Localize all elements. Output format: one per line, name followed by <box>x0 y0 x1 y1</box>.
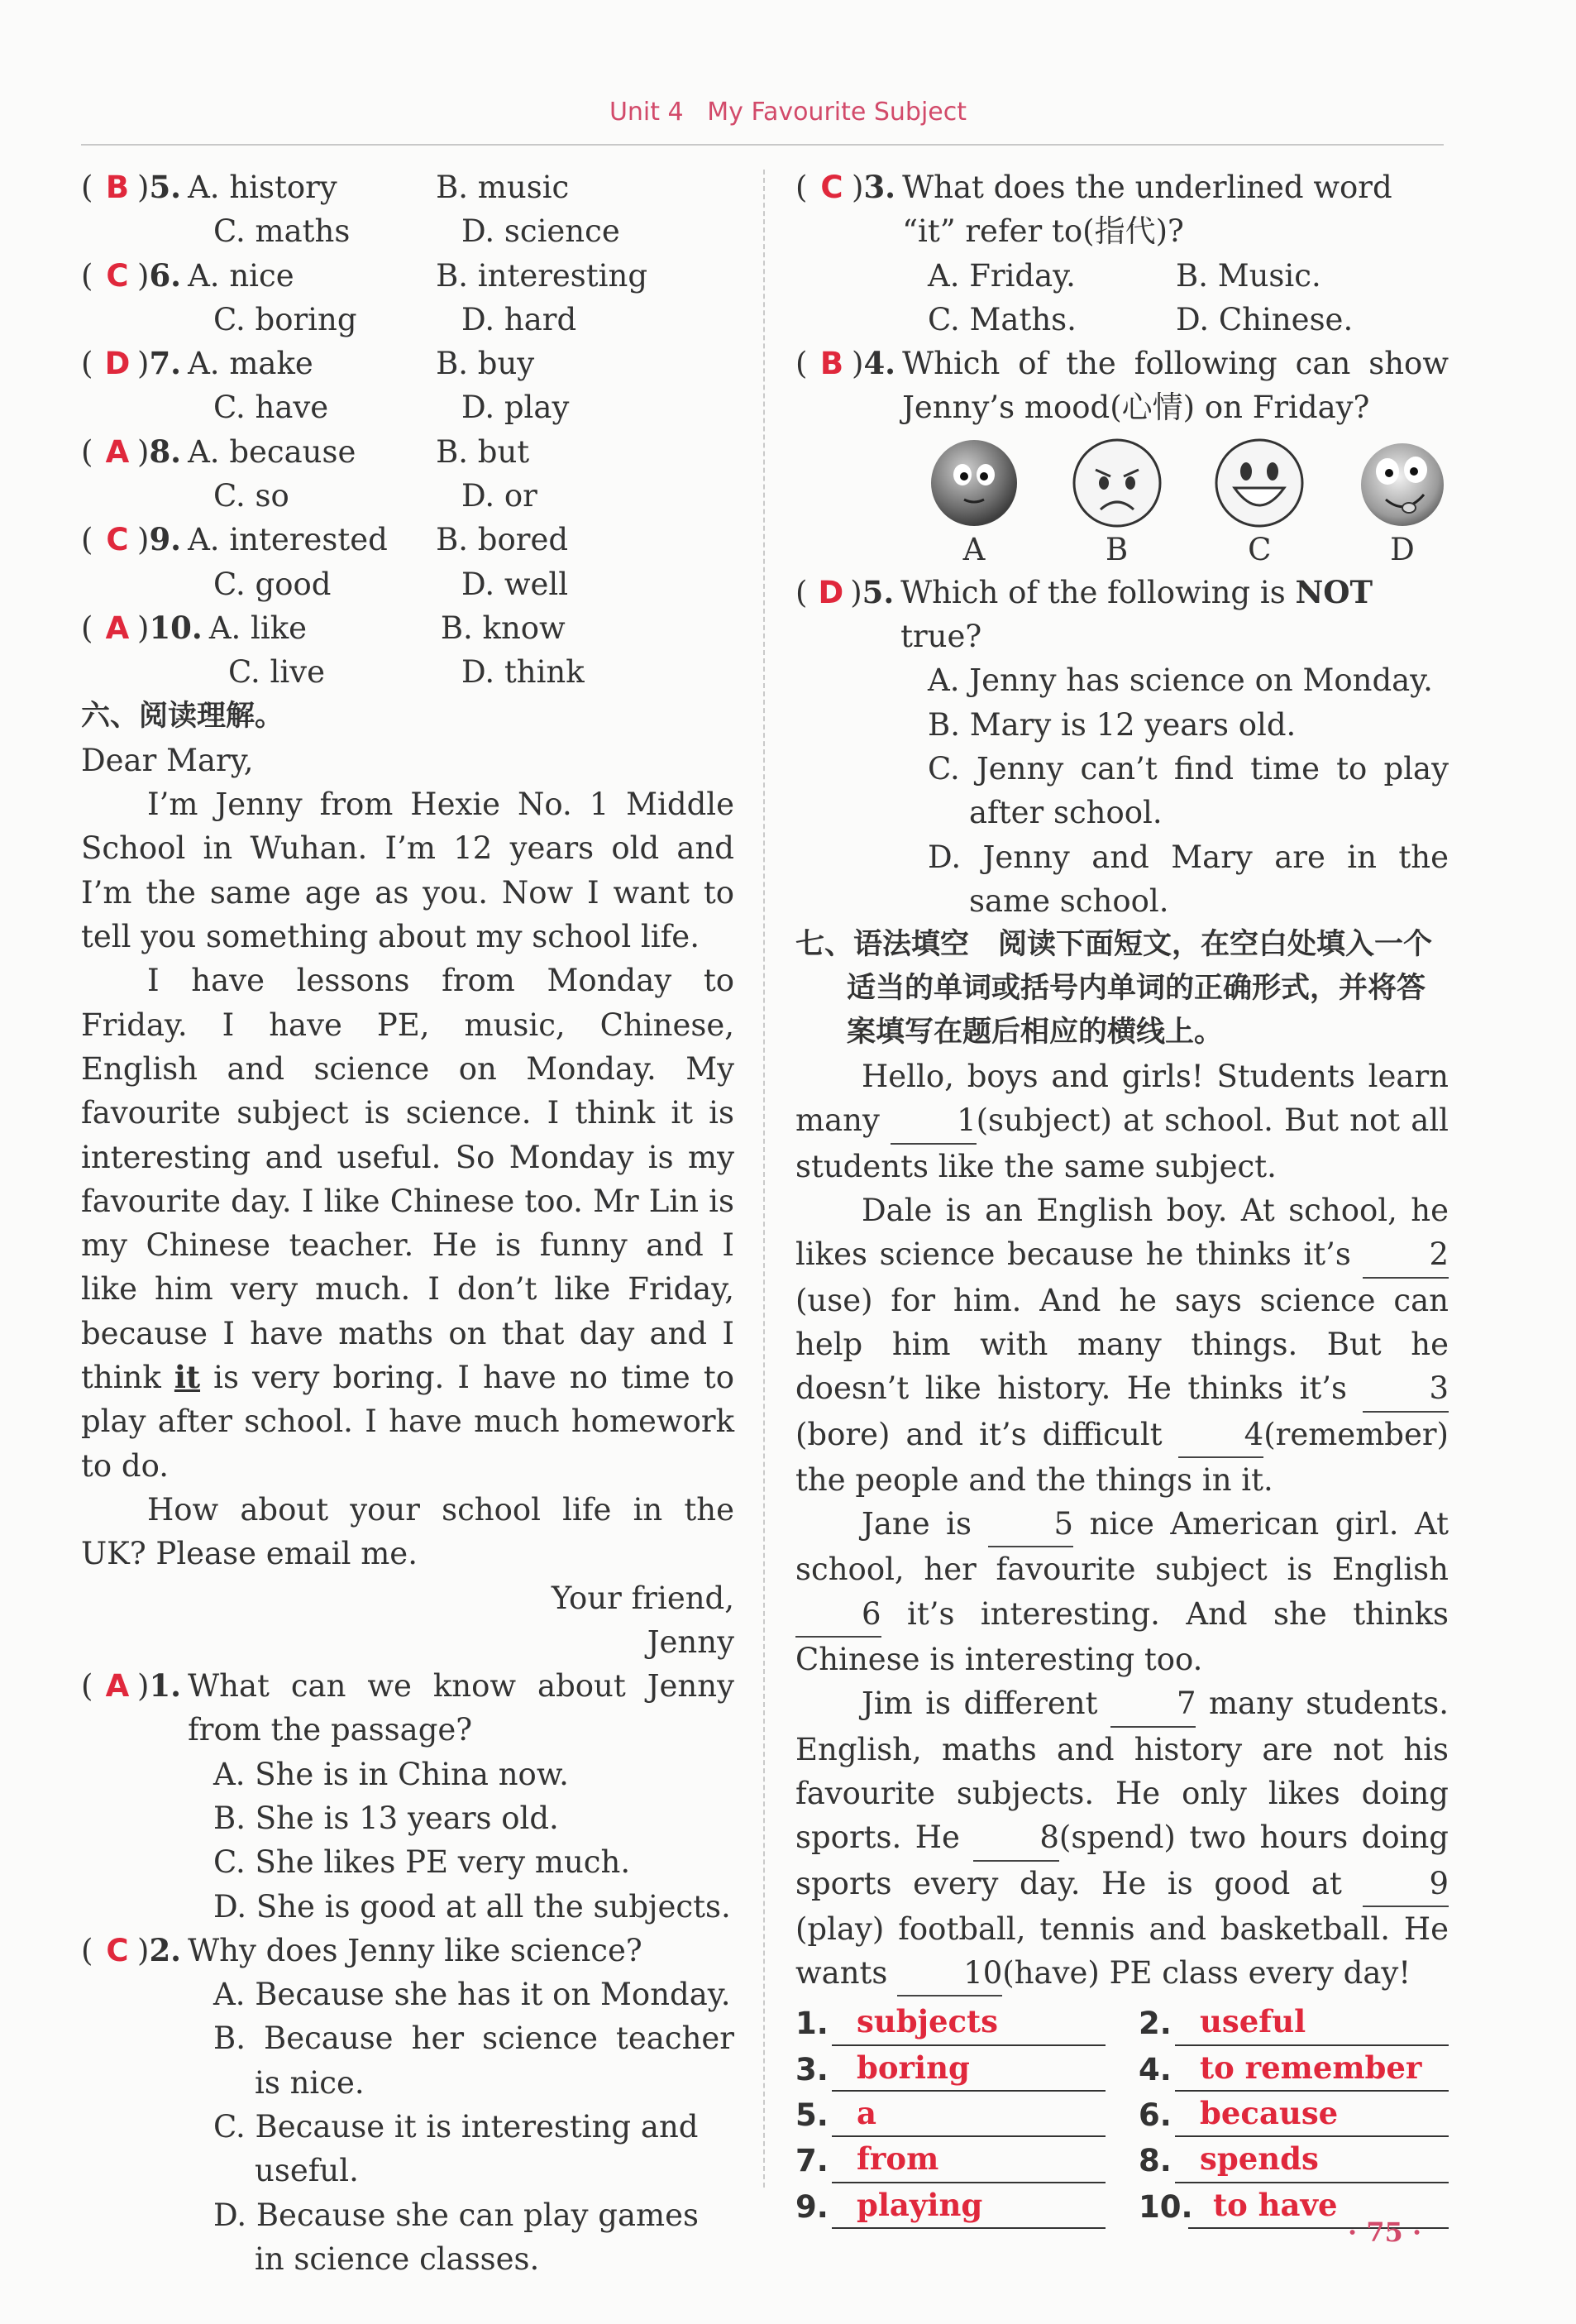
blank-face-icon <box>928 437 1020 529</box>
blank: 10 <box>897 1951 1002 1996</box>
header-rule <box>81 144 1444 146</box>
answer-line: 6. because <box>1139 2092 1449 2137</box>
cloze-question: ( D ) 7. A. make B. buy C. have D. play <box>81 342 734 430</box>
answer-line: 10. to have <box>1139 2183 1449 2229</box>
grammar-paragraph: Dale is an English boy. At school, he likes science because he thinks it’s 2(use) for him. And he says science can help him with many things. But he doesn’t like history. He thinks it’s 3(bore) and it’s difficult 4(remember) the people and the things in it. <box>795 1193 1449 1498</box>
cloze-question: ( C ) 9. A. interested B. bored C. good D. well <box>81 518 734 606</box>
answer-mark: A <box>105 433 130 470</box>
silly-face-icon <box>1356 437 1449 529</box>
page-number: · 75 · <box>1348 2216 1422 2248</box>
answer-mark: D <box>818 574 844 610</box>
blank: 9 <box>1363 1862 1449 1907</box>
answer-mark: B <box>105 170 130 205</box>
running-header <box>0 98 1576 127</box>
section-heading-reading: 六、阅读理解。 <box>81 699 284 733</box>
answer-line: 8. spends <box>1139 2137 1449 2183</box>
answer-mark: B <box>819 346 844 382</box>
answer-mark: C <box>106 257 129 294</box>
cloze-questions <box>81 165 734 695</box>
section-heading-grammar: 七、语法填空 阅读下面短文，在空白处填入一个适当的单词或括号内单词的正确形式，并将答案填写在题后相应的横线上。 <box>795 928 1433 1050</box>
answer-mark: A <box>105 1668 130 1705</box>
blank: 8 <box>973 1815 1059 1861</box>
letter-paragraph: I have lessons from Monday to Friday. I have PE, music, Chinese, English and science on Monday. My favourite subject is science. I think it is interesting and useful. So Monday is my favourite day. I like Chinese too. Mr Lin is my Chinese teacher. He is funny and I like him very much. I don’t like Friday, because I have maths on that day and I think it is very boring. I have no time to play after school. I have much homework to do. <box>81 963 735 1484</box>
cloze-question: ( A ) 10. A. like B. know C. live D. think <box>81 606 734 695</box>
blank: 4 <box>1178 1413 1264 1458</box>
cloze-question: ( A ) 8. A. because B. but C. so D. or <box>81 430 734 519</box>
column-divider <box>763 170 765 2188</box>
answer-mark: D <box>104 346 131 382</box>
answer-line: 2. useful <box>1139 2000 1449 2045</box>
answer-mark: C <box>106 522 129 558</box>
letter-signature: Jenny <box>647 1623 734 1660</box>
mood-options: A B C D <box>928 437 1449 571</box>
grammar-paragraph: Hello, boys and girls! Students learn many 1(subject) at school. But not all students like the same subject. <box>795 1059 1449 1184</box>
letter-paragraph: How about your school life in the UK? Please email me. <box>81 1491 734 1572</box>
blank: 5 <box>988 1502 1074 1547</box>
unit-label: Unit 4 <box>609 98 684 127</box>
answer-mark: C <box>820 170 843 205</box>
reading-question: ( D ) 5. Which of the following is NOT true? A. Jenny has science on Monday. B. Mary is 12 years old. C. Jenny can’t find time to play after school. D. Jenny and Mary are in the same school. <box>795 571 1449 923</box>
blank: 2 <box>1363 1232 1449 1278</box>
left-column <box>81 165 734 2281</box>
underlined-word: it <box>174 1359 201 1396</box>
sad-face-icon <box>1071 437 1163 529</box>
unit-title: My Favourite Subject <box>707 98 967 127</box>
reading-question: ( B ) 4. Which of the following can show Jenny’s mood(心情) on Friday? A B C D <box>795 342 1449 571</box>
answer-line: 3. boring <box>795 2046 1106 2092</box>
happy-face-icon <box>1213 437 1306 529</box>
answer-line: 7. from <box>795 2137 1106 2183</box>
blank: 6 <box>795 1592 881 1638</box>
grammar-paragraph: Jim is different 7 many students. English, maths and history are not his favourite subjects. He only likes doing sports. He 8(spend) two hours doing sports every day. He is good at 9(play) football, tennis and basketball. He wants 10(have) PE class every day! <box>795 1681 1449 1996</box>
answer-lines <box>795 2000 1449 2228</box>
reading-question: ( C ) 2. Why does Jenny like science? A. Because she has it on Monday. B. Because her science teacher is nice. C. Because it is interesting and useful. D. Because she can play games in science classes. <box>81 1929 734 2281</box>
reading-question: ( C ) 3. What does the underlined word “it” refer to(指代)? A. Friday. B. Music. C. Maths. D. Chinese. <box>795 165 1449 342</box>
letter-closing: Your friend, <box>551 1580 734 1616</box>
cloze-question: ( B ) 5. A. history B. music C. maths D. science <box>81 165 734 254</box>
answer-line: 4. to remember <box>1139 2046 1449 2092</box>
blank: 1 <box>891 1098 977 1144</box>
blank: 3 <box>1363 1366 1449 1412</box>
answer-mark: A <box>105 610 130 646</box>
letter-greeting: Dear Mary, <box>81 742 254 778</box>
answer-line: 9. playing <box>795 2183 1106 2229</box>
blank: 7 <box>1110 1681 1196 1727</box>
grammar-paragraph: Jane is 5 nice American girl. At school, her favourite subject is English 6 it’s interesting. And she thinks Chinese is interesting too. <box>795 1502 1449 1681</box>
answer-line: 1. subjects <box>795 2000 1106 2045</box>
answer-line: 5. a <box>795 2092 1106 2137</box>
letter-paragraph: I’m Jenny from Hexie No. 1 Middle School in Wuhan. I’m 12 years old and I’m the same age as you. Now I want to tell you something about my school life. <box>81 787 734 955</box>
reading-question: ( A ) 1. What can we know about Jenny from the passage? A. She is in China now. B. She is 13 years old. C. She likes PE very much. D. She is good at all the subjects. <box>81 1664 734 1929</box>
right-column <box>795 165 1449 2229</box>
cloze-question: ( C ) 6. A. nice B. interesting C. boring D. hard <box>81 254 734 342</box>
answer-mark: C <box>106 1932 129 1968</box>
